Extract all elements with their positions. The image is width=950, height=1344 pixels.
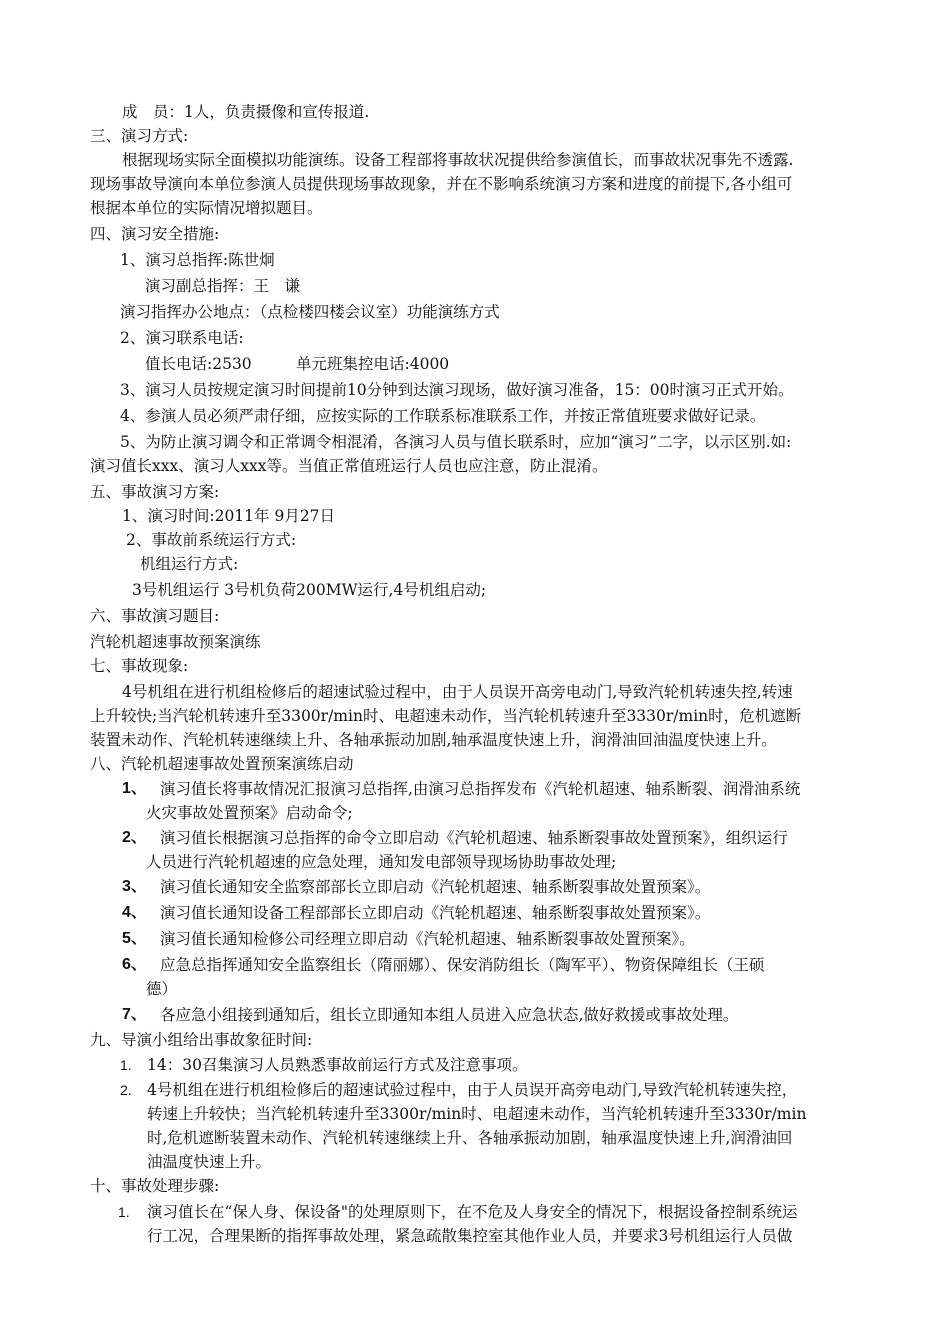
section-3-paragraph-line: 根据现场实际全面模拟功能演练。设备工程部将事故状况提供给参演值长，而事故状况事先不透露. (122, 151, 794, 169)
list-item-cont: 时,危机遮断装置未动作、汽轮机转速继续上升、各轴承振动加剧，轴承温度快速上升,润滑油回 (147, 1129, 793, 1147)
list-item-cont: 德） (146, 980, 178, 998)
section-6-title: 六、事故演习题目: (90, 607, 220, 625)
commander-line: 1、演习总指挥:陈世炯 (120, 251, 275, 269)
list-item: 演习值长在“保人身、保设备"的处理原则下，在不危及人身安全的情况下，根据设备控制系统运 (147, 1203, 798, 1221)
list-item: 演习值长根据演习总指挥的命令立即启动《汽轮机超速、轴系断裂事故处置预案》，组织运行 (160, 829, 788, 847)
section-3-title: 三、演习方式: (90, 127, 189, 145)
item-number: 1. (120, 1057, 132, 1073)
section-3-paragraph-line: 根据本单位的实际情况增拟题目。 (90, 199, 323, 217)
unit-mode-detail: 3号机组运行 3号机负荷200MW运行,4号机组启动; (132, 581, 487, 599)
section-3-paragraph-line: 现场事故导演向本单位参演人员提供现场事故现象，并在不影响系统演习方案和进度的前提下,各小组可 (90, 175, 793, 193)
phone-control-room: 单元班集控电话:4000 (296, 355, 450, 373)
section-7-paragraph-line: 上升较快;当汽轮机转速升至3300r/min时、电超速未动作，当汽轮机转速升至3330r/min时，危机遮断 (90, 707, 802, 725)
list-item: 演习值长通知检修公司经理立即启动《汽轮机超速、轴系断裂事故处置预案》。 (160, 930, 695, 948)
list-item-cont: 转速上升较快；当汽轮机转速升至3300r/min时、电超速未动作，当汽轮机转速升至3330r/min (147, 1105, 807, 1123)
list-item: 演习值长将事故情况汇报演习总指挥,由演习总指挥发布《汽轮机超速、轴系断裂、润滑油系统 (160, 780, 801, 798)
item-number: 1、 (122, 780, 147, 797)
phone-duty-chief: 值长电话:2530 (145, 355, 252, 373)
list-item: 演习值长通知安全监察部部长立即启动《汽轮机超速、轴系断裂事故处置预案》。 (160, 878, 711, 896)
list-item-cont: 人员进行汽轮机超速的应急处理，通知发电部领导现场协助事故处理; (146, 853, 617, 871)
item-number: 3、 (122, 878, 147, 895)
members-line: 成 员：1人，负责摄像和宣传报道. (122, 103, 370, 121)
safety-item-4: 4、参演人员必须严肃仔细，应按实际的工作联系标准联系工作，并按正常值班要求做好记录。 (120, 407, 766, 425)
list-item: 4号机组在进行机组检修后的超速试验过程中，由于人员误开高旁电动门,导致汽轮机转速失控， (147, 1081, 798, 1099)
contact-phone-title: 2、演习联系电话: (120, 329, 244, 347)
drill-time: 1、演习时间:2011年 9月27日 (122, 507, 336, 525)
section-4-title: 四、演习安全措施: (90, 225, 220, 243)
list-item: 各应急小组接到通知后，组长立即通知本组人员进入应急状态,做好救援或事故处理。 (160, 1006, 739, 1024)
item-number: 2. (120, 1082, 132, 1098)
list-item-cont: 油温度快速上升。 (147, 1153, 272, 1171)
section-7-paragraph-line: 4号机组在进行机组检修后的超速试验过程中，由于人员误开高旁电动门,导致汽轮机转速失控,转速 (122, 683, 793, 701)
safety-item-5-cont: 演习值长xxx、演习人xxx等。当值正常值班运行人员也应注意，防止混淆。 (90, 457, 608, 475)
pre-accident-mode-title: 2、事故前系统运行方式: (126, 531, 297, 549)
list-item: 演习值长通知设备工程部部长立即启动《汽轮机超速、轴系断裂事故处置预案》。 (160, 904, 711, 922)
item-number: 2、 (122, 829, 147, 846)
list-item-cont: 火灾事故处置预案》启动命令; (146, 804, 353, 822)
item-number: 7、 (122, 1006, 147, 1023)
section-7-title: 七、事故现象: (90, 657, 189, 675)
deputy-commander-line: 演习副总指挥：王 谦 (145, 277, 301, 295)
item-number: 1. (118, 1204, 130, 1220)
section-8-title: 八、汽轮机超速事故处置预案演练启动 (90, 755, 354, 773)
item-number: 4、 (122, 904, 147, 921)
item-number: 5、 (122, 930, 147, 947)
list-item-cont: 行工况，合理果断的指挥事故处理，紧急疏散集控室其他作业人员，并要求3号机组运行人员做 (147, 1227, 793, 1245)
safety-item-3: 3、演习人员按规定演习时间提前10分钟到达演习现场，做好演习准备，15：00时演习正式开始。 (120, 381, 794, 399)
section-5-title: 五、事故演习方案: (90, 483, 220, 501)
section-10-title: 十、事故处理步骤: (90, 1177, 220, 1195)
office-location-line: 演习指挥办公地点：（点检楼四楼会议室）功能演练方式 (120, 303, 500, 321)
unit-mode-title: 机组运行方式: (140, 555, 239, 573)
list-item: 应急总指挥通知安全监察组长（隋丽娜）、保安消防组长（陶军平）、物资保障组长（王硕 (160, 956, 765, 974)
drill-topic: 汽轮机超速事故预案演练 (90, 633, 261, 651)
safety-item-5: 5、为防止演习调令和正常调令相混淆，各演习人员与值长联系时，应加“演习”二字，以示区别.如: (120, 433, 792, 451)
section-7-paragraph-line: 装置未动作、汽轮机转速继续上升、各轴承振动加剧,轴承温度快速上升，润滑油回油温度快速上升。 (90, 731, 777, 749)
list-item: 14：30召集演习人员熟悉事故前运行方式及注意事项。 (147, 1056, 528, 1074)
item-number: 6、 (122, 956, 147, 973)
section-9-title: 九、导演小组给出事故象征时间: (90, 1031, 313, 1049)
